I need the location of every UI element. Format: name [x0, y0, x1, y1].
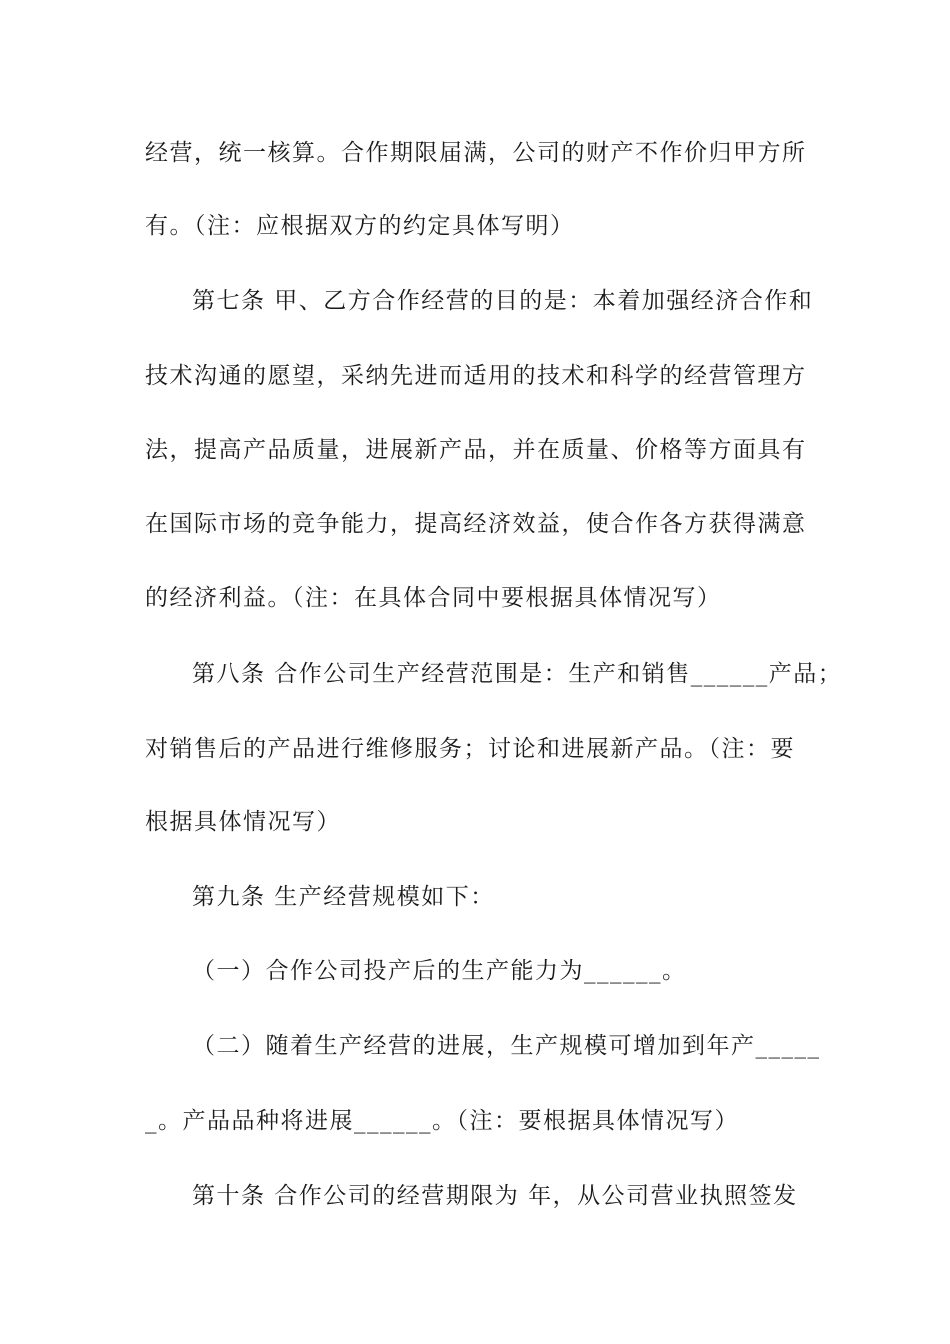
article-7-heading-line: 第七条 甲、乙方合作经营的目的是：本着加强经济合作和 — [192, 288, 814, 314]
article-9-heading-line: 第九条 生产经营规模如下： — [192, 884, 495, 910]
paragraph-line: 的经济利益。（注：在具体合同中要根据具体情况写） — [145, 585, 722, 611]
paragraph-line: 根据具体情况写） — [145, 809, 341, 835]
paragraph-line: 在国际市场的竞争能力，提高经济效益，使合作各方获得满意 — [145, 511, 807, 537]
list-item-line: （二）随着生产经营的进展，生产规模可增加到年产_____ — [192, 1033, 821, 1059]
paragraph-line: 法，提高产品质量，进展新产品，并在质量、价格等方面具有 — [145, 437, 807, 463]
list-item-line: （一）合作公司投产后的生产能力为______。 — [192, 958, 687, 984]
paragraph-line: 经营，统一核算。合作期限届满，公司的财产不作价归甲方所 — [145, 140, 807, 166]
paragraph-line: _。产品品种将进展______。（注：要根据具体情况写） — [145, 1108, 739, 1134]
article-8-heading-line: 第八条 合作公司生产经营范围是：生产和销售______产品； — [192, 661, 843, 687]
paragraph-line: 对销售后的产品进行维修服务；讨论和进展新产品。（注：要 — [145, 736, 795, 762]
paragraph-line: 有。（注：应根据双方的约定具体写明） — [145, 213, 575, 239]
article-10-heading-line: 第十条 合作公司的经营期限为 年，从公司营业执照签发 — [192, 1183, 798, 1209]
paragraph-line: 技术沟通的愿望，采纳先进而适用的技术和科学的经营管理方 — [145, 363, 807, 389]
